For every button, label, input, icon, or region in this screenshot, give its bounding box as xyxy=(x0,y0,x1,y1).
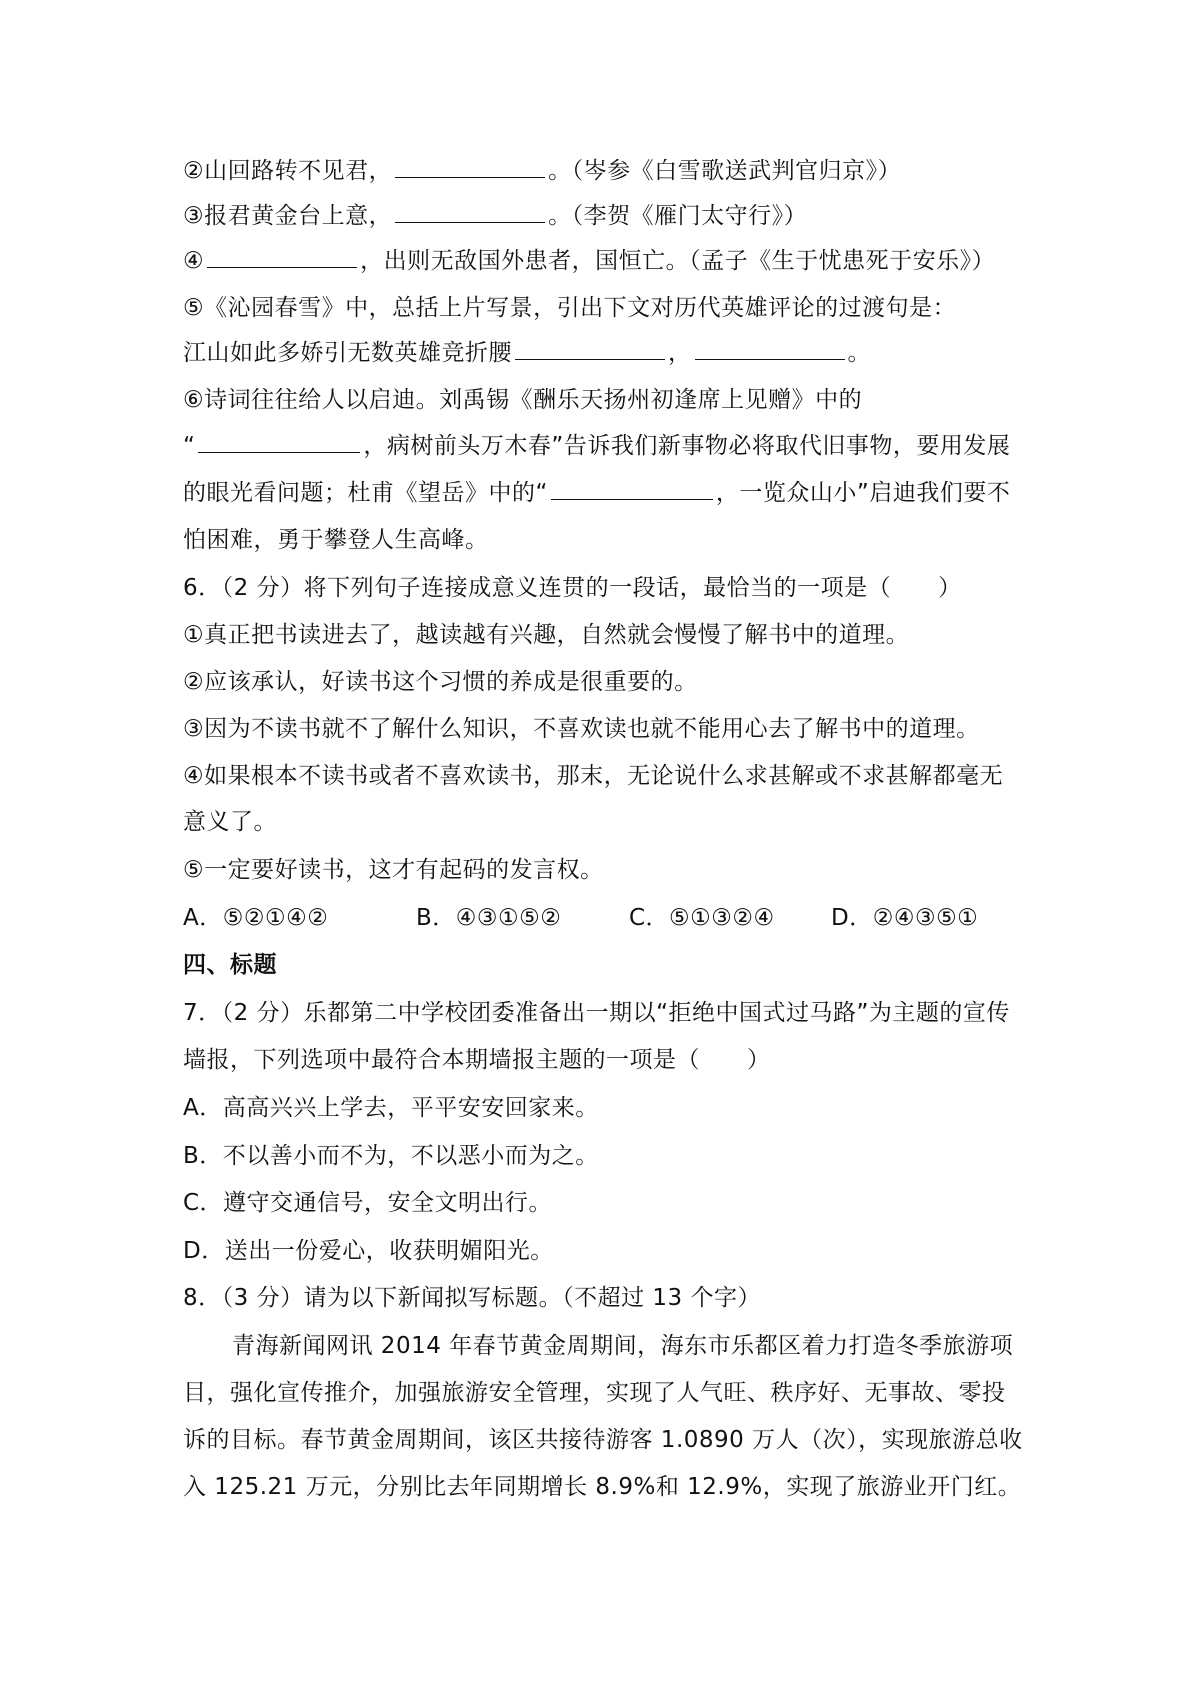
sentence-4-cont: 意义了。 xyxy=(183,809,277,835)
question-text: 怕困难，勇于攀登人生高峰。 xyxy=(183,527,489,553)
question-line xyxy=(183,292,956,324)
question-text: ，病树前头万木春”告诉我们新事物必将取代旧事物，要用发展 xyxy=(363,433,1011,459)
question-line xyxy=(183,200,807,232)
answer-blank[interactable] xyxy=(695,337,845,360)
question-text: 的眼光看问题；杜甫《望岳》中的“ xyxy=(183,480,548,506)
question-text: 。（岑参《白雪歌送武判官归京》） xyxy=(548,158,902,184)
option-d[interactable]: D．送出一份爱心，收获明媚阳光。 xyxy=(183,1238,554,1264)
sentence-1: ①真正把书读进去了，越读越有兴趣，自然就会慢慢了解书中的道理。 xyxy=(183,622,910,648)
question-text: ④ xyxy=(183,248,205,274)
question-text: 。 xyxy=(847,340,871,366)
option-d[interactable]: D．②④③⑤① xyxy=(831,905,979,931)
news-paragraph-line: 诉的目标。春节黄金周期间，该区共接待游客 1.0890 万人（次），实现旅游总收 xyxy=(183,1427,1023,1453)
question-text: ， xyxy=(668,340,692,366)
question-line xyxy=(183,337,871,369)
news-paragraph-line: 目，强化宣传推介，加强旅游安全管理，实现了人气旺、秩序好、无事故、零投 xyxy=(183,1380,1006,1406)
question-stem: 7．（2 分）乐都第二中学校团委准备出一期以“拒绝中国式过马路”为主题的宣传 xyxy=(183,1000,1010,1026)
option-b[interactable]: B．不以善小而不为，不以恶小而为之。 xyxy=(183,1143,599,1169)
question-line xyxy=(183,245,995,277)
question-line xyxy=(183,155,901,187)
question-stem-cont: 墙报，下列选项中最符合本期墙报主题的一项是（ ） xyxy=(183,1047,771,1073)
answer-blank[interactable] xyxy=(395,155,545,178)
news-paragraph-line: 入 125.21 万元，分别比去年同期增长 8.9%和 12.9%，实现了旅游业开门红。 xyxy=(183,1474,1022,1500)
option-b[interactable]: B．④③①⑤② xyxy=(416,905,562,931)
answer-blank[interactable] xyxy=(207,245,357,268)
answer-blank[interactable] xyxy=(395,200,545,223)
answer-blank[interactable] xyxy=(515,337,665,360)
option-a[interactable]: A．高高兴兴上学去，平平安安回家来。 xyxy=(183,1095,599,1121)
question-text: ⑤《沁园春雪》中，总括上片写景，引出下文对历代英雄评论的过渡句是： xyxy=(183,295,957,321)
news-paragraph-line: 青海新闻网讯 2014 年春节黄金周期间，海东市乐都区着力打造冬季旅游项 xyxy=(232,1333,1014,1359)
answer-blank[interactable] xyxy=(551,477,713,500)
question-line xyxy=(183,430,1010,462)
question-stem: 6．（2 分）将下列句子连接成意义连贯的一段话，最恰当的一项是（ ） xyxy=(183,575,962,601)
question-text: “ xyxy=(183,433,196,459)
sentence-2: ②应该承认，好读书这个习惯的养成是很重要的。 xyxy=(183,669,698,695)
question-text: ③报君黄金台上意， xyxy=(183,203,393,229)
sentence-3: ③因为不读书就不了解什么知识，不喜欢读也就不能用心去了解书中的道理。 xyxy=(183,716,980,742)
answer-options xyxy=(183,902,1043,934)
question-text: ，一览众山小”启迪我们要不 xyxy=(715,480,1011,506)
answer-blank[interactable] xyxy=(198,430,360,453)
question-stem: 8．（3 分）请为以下新闻拟写标题。（不超过 13 个字） xyxy=(183,1285,761,1311)
question-text: 江山如此多娇引无数英雄竞折腰 xyxy=(183,340,512,366)
question-line xyxy=(183,524,489,556)
question-text: ，出则无敌国外患者，国恒亡。（孟子《生于忧患死于安乐》） xyxy=(360,248,996,274)
sentence-4: ④如果根本不读书或者不喜欢读书，那末，无论说什么求甚解或不求甚解都毫无 xyxy=(183,763,1004,789)
section-title: 四、标题 xyxy=(183,952,277,978)
question-text: ⑥诗词往往给人以启迪。刘禹锡《酬乐天扬州初逢席上见赠》中的 xyxy=(183,387,863,413)
sentence-5: ⑤一定要好读书，这才有起码的发言权。 xyxy=(183,857,604,883)
question-text: ②山回路转不见君， xyxy=(183,158,393,184)
option-c[interactable]: C．遵守交通信号，安全文明出行。 xyxy=(183,1190,553,1216)
question-line xyxy=(183,477,1010,509)
option-c[interactable]: C．⑤①③②④ xyxy=(629,905,775,931)
question-line xyxy=(183,384,862,416)
question-text: 。（李贺《雁门太守行》） xyxy=(548,203,808,229)
option-a[interactable]: A．⑤②①④② xyxy=(183,905,329,931)
